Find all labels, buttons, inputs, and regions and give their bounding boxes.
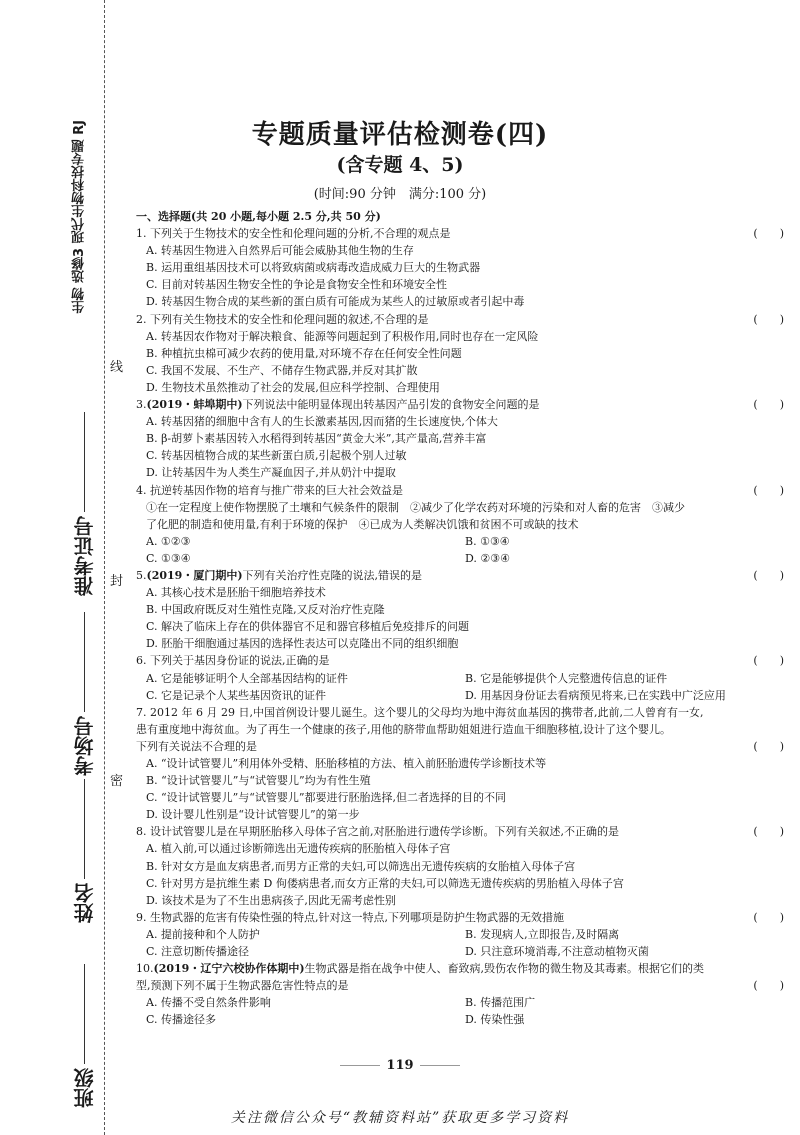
option-row	[136, 550, 784, 567]
question-stem: 8. 设计试管婴儿是在早期胚胎移入母体子宫之前,对胚胎进行遗传学诊断。下列有关叙述,不正确的是	[136, 825, 619, 839]
question-source: (2019・蚌埠期中)	[146, 398, 243, 412]
option: C. 针对男方是抗维生素 D 佝偻病患者,而女方正常的夫妇,可以筛选无遗传疾病的男胎植入母体子宫	[146, 876, 624, 890]
exam-id-label: 准考证号	[73, 516, 97, 596]
question-8	[136, 823, 784, 840]
answer-bracket[interactable]: ( )	[753, 568, 784, 582]
option: C. 转基因植物合成的某些新蛋白质,引起极个别人过敏	[146, 449, 407, 463]
question-4	[136, 482, 784, 499]
question-stem: 生物武器是指在战争中使人、畜致病,毁伤农作物的微生物及其毒素。根据它们的类	[304, 962, 705, 976]
option: B. ①③④	[465, 534, 510, 548]
page-number: 119	[0, 1058, 800, 1073]
question-1	[136, 225, 784, 242]
option: A. 提前接种和个人防护	[146, 927, 260, 941]
question-7-ask	[136, 738, 784, 755]
option-row	[136, 926, 784, 943]
question-stem-cont: 患有重度地中海贫血。为了再生一个健康的孩子,用他的脐带血帮助姐姐进行造血干细胞移植,设计了这个婴儿。	[136, 722, 671, 736]
option-row	[136, 533, 784, 550]
section-heading: 一、选择题(共 20 小题,每小题 2.5 分,共 50 分)	[136, 210, 381, 223]
statement-line: ①在一定程度上使作物摆脱了土壤和气候条件的限制 ②减少了化学农药对环境的污染和对人畜的危害 ③减少	[146, 500, 685, 514]
option: A. “设计试管婴儿”利用体外受精、胚胎移植的方法、植入前胚胎遗传学诊断技术等	[146, 757, 547, 770]
option: B. 发现病人,立即报告,及时隔离	[465, 927, 620, 941]
question-6	[136, 652, 784, 669]
answer-bracket[interactable]: ( )	[753, 227, 784, 241]
option: D. 转基因生物合成的某些新的蛋白质有可能成为某些人的过敏原或者引起中毒	[146, 295, 525, 309]
option: D. 只注意环境消毒,不注意动植物灭菌	[465, 945, 649, 959]
room-number-label: 考场号	[73, 716, 97, 776]
option: C. 我国不发展、不生产、不储存生物武器,并反对其扩散	[146, 363, 418, 377]
question-list	[136, 208, 784, 1029]
answer-bracket[interactable]: ( )	[753, 825, 784, 839]
option: B. 针对女方是血友病患者,而男方正常的夫妇,可以筛选出无遗传疾病的女胎植入母体子宫	[146, 859, 576, 873]
class-field	[70, 960, 99, 1108]
name-label: 姓名	[73, 883, 97, 923]
option: C. 注意切断传播途径	[146, 945, 250, 959]
option: D. 设计婴儿性别是“设计试管婴儿”的第一步	[146, 808, 360, 822]
option: A. 转基因生物进入自然界后可能会威胁其他生物的生存	[146, 244, 414, 258]
question-stem: 4. 抗逆转基因作物的培育与推广带来的巨大社会效益是	[136, 483, 403, 497]
statement-line: 了化肥的制造和使用量,有利于环境的保护 ④已成为人类解决饥饿和贫困不可或缺的技术	[146, 517, 579, 531]
option: C. 目前对转基因生物安全性的争论是食物安全性和环境安全性	[146, 278, 448, 292]
time-info: (时间:90 分钟 满分:100 分)	[313, 187, 487, 202]
question-stem: 2. 下列有关生物技术的安全性和伦理问题的叙述,不合理的是	[136, 312, 429, 326]
answer-bracket[interactable]: ( )	[753, 312, 784, 326]
option: A. 转基因农作物对于解决粮食、能源等问题起到了积极作用,同时也存在一定风险	[146, 329, 539, 343]
option: C. ①③④	[146, 551, 191, 565]
question-stem: 5.(2019・厦门期中)下列有关治疗性克隆的说法,错误的是	[136, 568, 423, 582]
question-stem: 7. 2012 年 6 月 29 日,中国首例设计婴儿诞生。这个婴儿的父母均为地中海贫血基因的携带者,此前,二人曾育有一女,	[136, 705, 704, 719]
question-9	[136, 909, 784, 926]
question-10-ask	[136, 977, 784, 994]
option: B. 它是能够提供个人完整遗传信息的证件	[465, 671, 668, 685]
option: A. 它是能够证明个人全部基因结构的证件	[146, 671, 348, 685]
cut-mark-line: 线	[110, 360, 124, 375]
cut-mark-seal: 封	[110, 574, 124, 589]
question-2	[136, 311, 784, 328]
option: D. 传染性强	[465, 1013, 525, 1027]
exam-id-field	[70, 408, 99, 596]
question-stem: 1. 下列关于生物技术的安全性和伦理问题的分析,不合理的观点是	[136, 227, 451, 241]
series-label: 生物 选修3 现代生物科技专题 RJ	[72, 120, 87, 314]
option-row	[136, 670, 784, 687]
option: B. 传播范围广	[465, 996, 536, 1010]
option-row	[136, 687, 784, 704]
question-7	[136, 704, 784, 721]
question-stem: 6. 下列关于基因身份证的说法,正确的是	[136, 654, 330, 668]
option: C. 传播途径多	[146, 1013, 217, 1027]
answer-bracket[interactable]: ( )	[753, 483, 784, 497]
option: D. 用基因身份证去看病预见将来,已在实践中广泛应用	[465, 688, 726, 702]
option: B. 运用重组基因技术可以将致病菌或病毒改造成威力巨大的生物武器	[146, 261, 481, 275]
answer-bracket[interactable]: ( )	[753, 739, 784, 753]
option: C. 解决了临床上存在的供体器官不足和器官移植后免疫排斥的问题	[146, 620, 470, 634]
name-field	[70, 775, 99, 923]
question-stem-cont: 下列有关说法不合理的是	[136, 739, 257, 753]
answer-bracket[interactable]: ( )	[753, 910, 784, 924]
page-subtitle: (含专题 4、5)	[336, 154, 464, 176]
option: C. “设计试管婴儿”与“试管婴儿”都要进行胚胎选择,但二者选择的目的不同	[146, 791, 507, 805]
page-title: 专题质量评估检测卷(四)	[251, 120, 549, 150]
answer-bracket[interactable]: ( )	[753, 654, 784, 668]
question-stem: 9. 生物武器的危害有传染性强的特点,针对这一特点,下列哪项是防护生物武器的无效措施	[136, 910, 564, 924]
option: B. “设计试管婴儿”与“试管婴儿”均为有性生殖	[146, 774, 371, 788]
question-stem-cont: 型,预测下列不属于生物武器危害性特点的是	[136, 979, 349, 993]
question-10: 10.(2019・辽宁六校协作体期中)生物武器是指在战争中使人、畜致病,毁伤农作物的微生物及其毒素。根据它们的类	[136, 962, 705, 976]
option: D. ②③④	[465, 551, 511, 565]
option: D. 该技术是为了不生出患病孩子,因此无需考虑性别	[146, 893, 396, 907]
option: D. 让转基因牛为人类生产凝血因子,并从奶汁中提取	[146, 466, 396, 480]
option: A. 传播不受自然条件影响	[146, 996, 271, 1010]
option: C. 它是记录个人某些基因资讯的证件	[146, 688, 327, 702]
option: A. 转基因猪的细胞中含有人的生长激素基因,因而猪的生长速度快,个体大	[146, 415, 498, 429]
question-source: (2019・辽宁六校协作体期中)	[153, 962, 305, 976]
option: A. ①②③	[146, 534, 191, 548]
class-label: 班级	[73, 1068, 97, 1108]
option: B. β-胡萝卜素基因转入水稻得到转基因“黄金大米”,其产量高,营养丰富	[146, 432, 487, 446]
cut-mark-secret: 密	[110, 774, 124, 789]
option: D. 胚胎干细胞通过基因的选择性表达可以克隆出不同的组织细胞	[146, 637, 459, 651]
question-3	[136, 396, 784, 413]
option: D. 生物技术虽然推动了社会的发展,但应科学控制、合理使用	[146, 380, 440, 394]
option-row	[136, 1011, 784, 1028]
option: A. 其核心技术是胚胎干细胞培养技术	[146, 586, 326, 600]
option-row	[136, 943, 784, 960]
option: A. 植入前,可以通过诊断筛选出无遗传疾病的胚胎植入母体子宫	[146, 842, 451, 856]
question-5	[136, 567, 784, 584]
question-stem: 3.(2019・蚌埠期中)下列说法中能明显体现出转基因产品引发的食物安全问题的是	[136, 398, 540, 412]
option: B. 中国政府既反对生殖性克隆,又反对治疗性克隆	[146, 603, 385, 617]
answer-bracket[interactable]: ( )	[753, 398, 784, 412]
question-source: (2019・厦门期中)	[146, 568, 243, 582]
answer-bracket[interactable]: ( )	[753, 979, 784, 993]
room-number-field	[70, 608, 99, 776]
footer-note: 关注微信公众号“教辅资料站”获取更多学习资料	[230, 1110, 570, 1126]
option: B. 种植抗虫棉可减少农药的使用量,对环境不存在任何安全性问题	[146, 346, 462, 360]
option-row	[136, 994, 784, 1011]
